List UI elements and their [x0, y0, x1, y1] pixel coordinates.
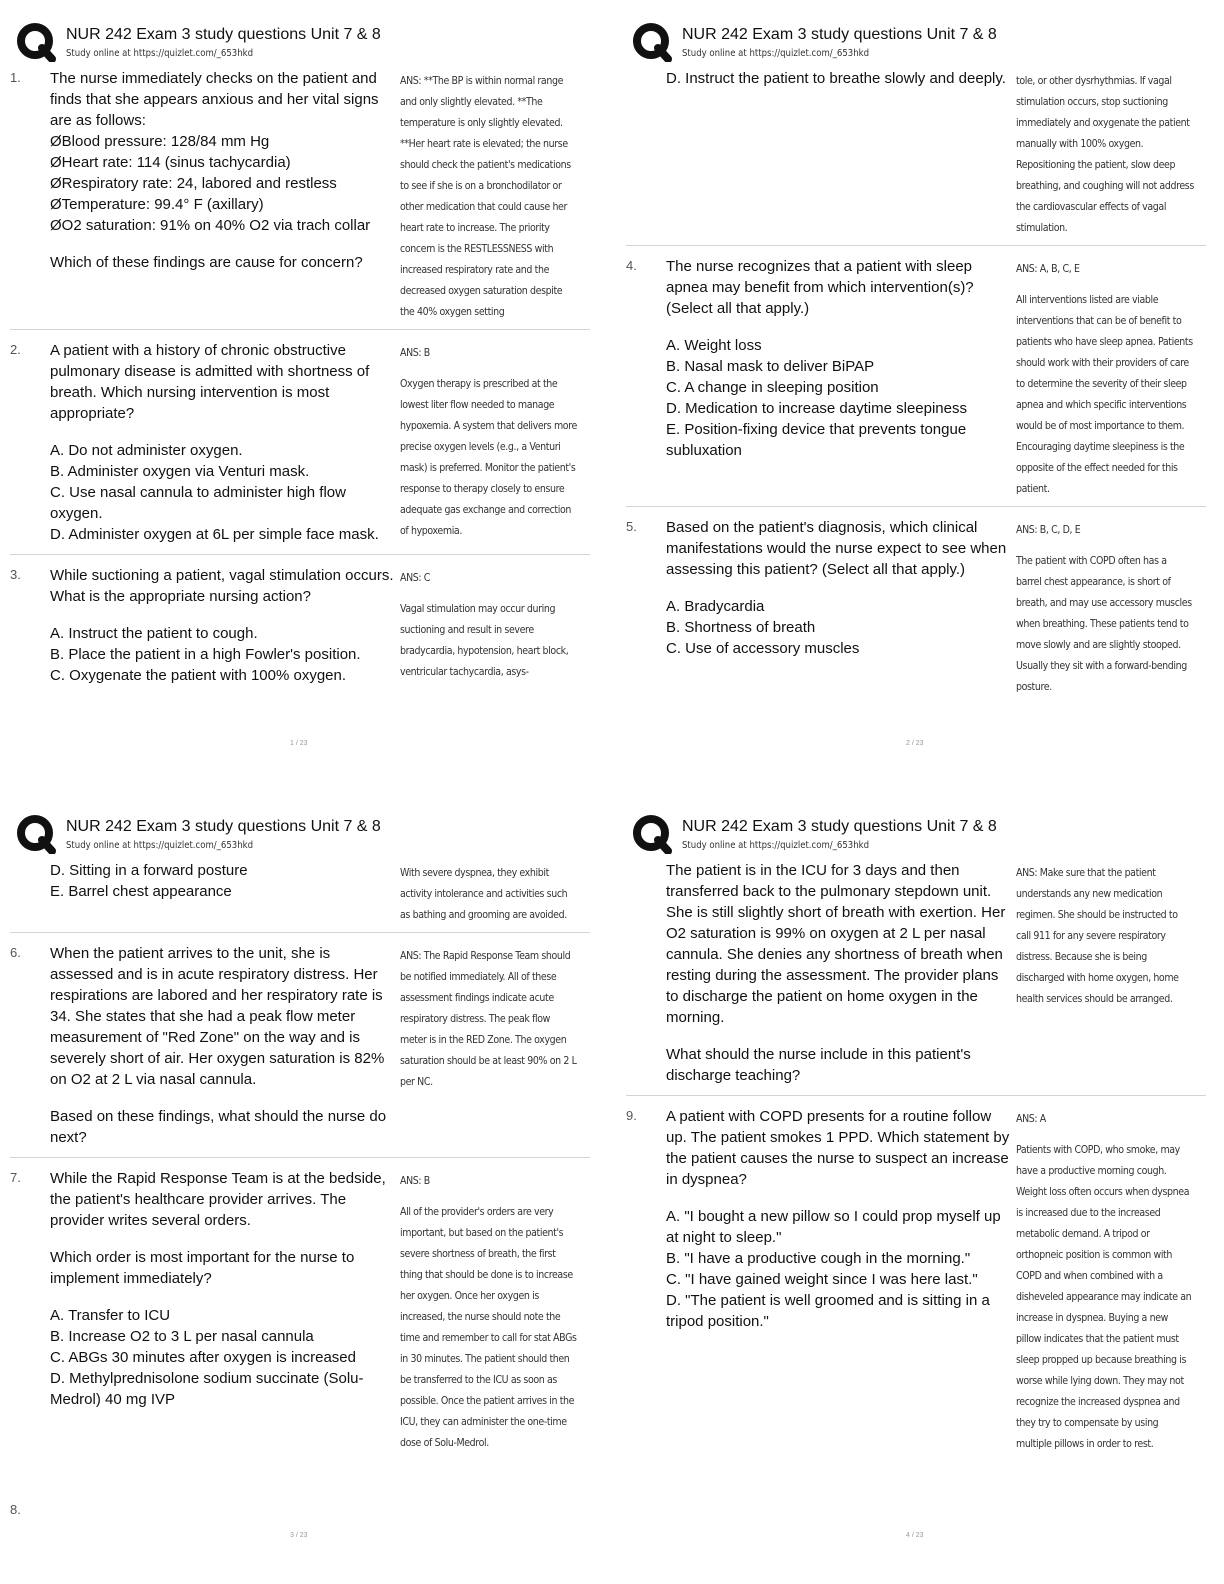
answer-line: The patient with COPD often has a barrel chest appearance, is short of breath, and may use accessory muscles when breathing. These patients tend to move slowly and are slightly stooped. Usually they sit with a forward-bending posture. [1016, 554, 1192, 693]
page-3 [10, 804, 610, 1584]
question-number: 2. [10, 342, 21, 357]
page-header [16, 812, 576, 856]
study-link[interactable]: Study online at https://quizlet.com/_653hkd [66, 840, 254, 851]
answer-line: ANS: A, B, C, E [1016, 262, 1080, 275]
question-line: B. Shortness of breath [666, 619, 816, 636]
question-number: 4. [626, 258, 637, 273]
answer-line: ANS: The Rapid Response Team should be notified immediately. All of these assessment findings indicate acute respiratory distress. The peak flow meter is in the RED Zone. The oxygen saturation should be at least 90% on 2 L per NC. [400, 949, 577, 1088]
question-line: A. Bradycardia [666, 598, 765, 615]
question-text [50, 565, 395, 686]
page-number: 3 / 23 [290, 1532, 308, 1539]
document-title: NUR 242 Exam 3 study questions Unit 7 & 8 [66, 818, 381, 835]
question-number: 7. [10, 1170, 21, 1185]
answer-text [1016, 70, 1194, 238]
question-item [626, 1106, 1206, 1462]
question-text [666, 256, 1011, 461]
question-line: A patient with a history of chronic obstructive pulmonary disease is admitted with shortness of breath. Which nursing intervention is most appropriate? [50, 342, 370, 422]
question-item [10, 565, 590, 696]
question-item [626, 256, 1206, 507]
answer-line: With severe dyspnea, they exhibit activity intolerance and activities such as bathing and grooming are avoided. [400, 866, 568, 921]
question-list [10, 860, 590, 1471]
document-title: NUR 242 Exam 3 study questions Unit 7 & 8 [682, 26, 997, 43]
question-line: C. "I have gained weight since I was here last." [666, 1271, 978, 1288]
question-line: The nurse immediately checks on the patient and finds that she appears anxious and her vital signs are as follows: [50, 70, 379, 129]
question-line: Based on these findings, what should the nurse do next? [50, 1108, 387, 1146]
quizlet-logo-icon [16, 22, 56, 62]
answer-line: tole, or other dysrhythmias. If vagal stimulation occurs, stop suctioning immediately and oxygenate the patient manually with 100% oxygen. Repositioning the patient, slow deep breathing, and coughing will not address the cardiovascular effects of vagal stimulation. [1016, 74, 1194, 234]
question-line: B. Increase O2 to 3 L per nasal cannula [50, 1328, 314, 1345]
quizlet-logo-icon [632, 22, 672, 62]
question-line: D. "The patient is well groomed and is sitting in a tripod position." [666, 1292, 990, 1330]
question-line: D. Administer oxygen at 6L per simple face mask. [50, 526, 379, 543]
question-line: While the Rapid Response Team is at the bedside, the patient's healthcare provider arrives. The provider writes several orders. [50, 1170, 386, 1229]
question-text [666, 517, 1011, 659]
question-line: B. Administer oxygen via Venturi mask. [50, 463, 310, 480]
page-4 [626, 804, 1224, 1584]
answer-text [400, 945, 578, 1092]
quizlet-logo-icon [16, 814, 56, 854]
answer-line: ANS: Make sure that the patient understands any new medication regimen. She should be instructed to call 911 for any severe respiratory distress. Because she is being discharged with home oxygen, home health services should be arranged. [1016, 866, 1179, 1005]
question-line: B. Place the patient in a high Fowler's position. [50, 646, 361, 663]
question-line: Which order is most important for the nurse to implement immediately? [50, 1249, 355, 1287]
question-text [50, 943, 395, 1148]
study-link[interactable]: Study online at https://quizlet.com/_653hkd [682, 48, 870, 59]
question-line: D. Instruct the patient to breathe slowly and deeply. [666, 70, 1006, 87]
question-line: E. Barrel chest appearance [50, 883, 232, 900]
page-number: 2 / 23 [906, 740, 924, 747]
study-link[interactable]: Study online at https://quizlet.com/_653hkd [682, 840, 870, 851]
answer-text [400, 862, 578, 925]
question-number: 9. [626, 1108, 637, 1123]
answer-line: All interventions listed are viable interventions that can be of benefit to patients who have sleep apnea. Patients should work with their providers of care to determine the severity of their sleep apnea and which specific interventions would be of most importance to them. Encouraging daytime sleepiness is the opposite of the effect needed for this patient. [1016, 293, 1193, 495]
question-line: The patient is in the ICU for 3 days and then transferred back to the pulmonary stepdown unit. She is still slightly short of breath with exertion. Her O2 saturation is 99% on oxygen at 2 L per nasal cannula. She denies any shortness of breath when resting during the assessment. The provider plans to discharge the patient on home oxygen in the morning. [666, 862, 1006, 1026]
page-header [632, 812, 1192, 856]
page-number: 4 / 23 [906, 1532, 924, 1539]
question-line: Which of these findings are cause for concern? [50, 254, 363, 271]
question-item [10, 860, 590, 933]
answer-text [1016, 862, 1194, 1009]
answer-line: ANS: **The BP is within normal range and only slightly elevated. **The temperature is only slightly elevated. **Her heart rate is elevated; the nurse should check the patient's medications to see if she is on a bronchodilator or other medication that could cause her heart rate to increase. The priority concern is the RESTLESSNESS with increased respiratory rate and the decreased oxygen saturation despite the 40% oxygen setting [400, 74, 571, 318]
question-item [626, 68, 1206, 246]
question-number: 6. [10, 945, 21, 960]
question-text [50, 68, 395, 273]
question-line: When the patient arrives to the unit, she is assessed and is in acute respiratory distress. Her respirations are labored and her respiratory rate is 34. She states that she had a peak flow meter measurement of "Red Zone" on the way and is severely short of air. Her oxygen saturation is 82% on O2 at 2 L via nasal cannula. [50, 945, 385, 1088]
answer-text [1016, 258, 1194, 499]
answer-line: All of the provider's orders are very important, but based on the patient's severe shortness of breath, the first thing that should be done is to increase her oxygen. Once her oxygen is increased, the nurse should note the time and remember to call for stat ABGs in 30 minutes. The patient should then be transferred to the ICU as soon as possible. Once the patient arrives in the ICU, they can administer the one-time dose of Solu-Medrol. [400, 1205, 577, 1449]
question-line: C. ABGs 30 minutes after oxygen is increased [50, 1349, 356, 1366]
question-line: C. Use of accessory muscles [666, 640, 860, 657]
answer-text [400, 70, 578, 322]
question-line: A. Do not administer oxygen. [50, 442, 243, 459]
question-line: Based on the patient's diagnosis, which clinical manifestations would the nurse expect to see when assessing this patient? (Select all that apply.) [666, 519, 1007, 578]
question-line: A patient with COPD presents for a routine follow up. The patient smokes 1 PPD. Which statement by the patient causes the nurse to suspect an increase in dyspnea? [666, 1108, 1010, 1188]
answer-text [400, 342, 578, 541]
question-item [626, 517, 1206, 705]
question-line: B. "I have a productive cough in the morning." [666, 1250, 971, 1267]
page-2 [626, 12, 1224, 792]
question-line: D. Methylprednisolone sodium succinate (Solu-Medrol) 40 mg IVP [50, 1370, 364, 1408]
question-number: 3. [10, 567, 21, 582]
question-line: ØRespiratory rate: 24, labored and restless [50, 175, 337, 192]
answer-line: ANS: A [1016, 1112, 1046, 1125]
answer-text [1016, 519, 1194, 697]
question-line: D. Sitting in a forward posture [50, 862, 248, 879]
question-line: E. Position-fixing device that prevents tongue subluxation [666, 421, 967, 459]
answer-line: ANS: B [400, 346, 430, 359]
answer-text [1016, 1108, 1194, 1454]
study-link[interactable]: Study online at https://quizlet.com/_653hkd [66, 48, 254, 59]
question-item [10, 1168, 590, 1461]
question-list [626, 860, 1206, 1472]
question-line: The nurse recognizes that a patient with sleep apnea may benefit from which intervention(s)? (Select all that apply.) [666, 258, 974, 317]
question-number: 8. [10, 1502, 21, 1517]
page-header [16, 20, 576, 64]
quizlet-logo-icon [632, 814, 672, 854]
document-title: NUR 242 Exam 3 study questions Unit 7 & 8 [66, 26, 381, 43]
page-number: 1 / 23 [290, 740, 308, 747]
question-line: A. "I bought a new pillow so I could prop myself up at night to sleep." [666, 1208, 1001, 1246]
answer-line: Patients with COPD, who smoke, may have a productive morning cough. Weight loss often occurs when dyspnea is increased due to the increased metabolic demand. A tripod or orthopneic position is common with COPD and when combined with a disheveled appearance may indicate an increase in dyspnea. Buying a new pillow indicates that the patient must sleep propped up because breathing is worse while lying down. They may not recognize the increased dyspnea and they try to compensate by using multiple pillows in order to rest. [1016, 1143, 1192, 1450]
page-1 [10, 12, 610, 792]
answer-line: Oxygen therapy is prescribed at the lowest liter flow needed to manage hypoxemia. A system that delivers more precise oxygen levels (e.g., a Venturi mask) is preferred. Monitor the patient's response to therapy closely to ensure adequate gas exchange and correction of hypoxemia. [400, 377, 577, 537]
question-text [666, 1106, 1011, 1332]
question-number: 1. [10, 70, 21, 85]
answer-line: Vagal stimulation may occur during suctioning and result in severe bradycardia, hypotension, heart block, ventricular tachycardia, asys- [400, 602, 569, 678]
question-line: D. Medication to increase daytime sleepiness [666, 400, 967, 417]
question-line: ØTemperature: 99.4° F (axillary) [50, 196, 264, 213]
question-list [626, 68, 1206, 715]
question-text [666, 860, 1011, 1086]
answer-text [400, 567, 578, 682]
question-line: While suctioning a patient, vagal stimulation occurs. What is the appropriate nursing action? [50, 567, 394, 605]
question-line: C. Oxygenate the patient with 100% oxygen. [50, 667, 347, 684]
question-item [626, 860, 1206, 1096]
question-text [50, 1168, 395, 1410]
question-text [666, 68, 1011, 89]
question-list [10, 68, 590, 706]
question-item [10, 68, 590, 330]
question-line: ØHeart rate: 114 (sinus tachycardia) [50, 154, 291, 171]
question-line: ØO2 saturation: 91% on 40% O2 via trach collar [50, 217, 371, 234]
question-line: A. Instruct the patient to cough. [50, 625, 258, 642]
question-text [50, 860, 395, 902]
question-line: C. Use nasal cannula to administer high flow oxygen. [50, 484, 346, 522]
question-line: C. A change in sleeping position [666, 379, 879, 396]
page-header [632, 20, 1192, 64]
question-text [50, 340, 395, 545]
question-line: What should the nurse include in this patient's discharge teaching? [666, 1046, 971, 1084]
answer-line: ANS: C [400, 571, 431, 584]
answer-line: ANS: B, C, D, E [1016, 523, 1081, 536]
question-item [10, 943, 590, 1158]
question-line: A. Transfer to ICU [50, 1307, 171, 1324]
question-line: A. Weight loss [666, 337, 762, 354]
question-line: ØBlood pressure: 128/84 mm Hg [50, 133, 270, 150]
answer-text [400, 1170, 578, 1453]
question-number: 5. [626, 519, 637, 534]
question-item [10, 340, 590, 555]
document-title: NUR 242 Exam 3 study questions Unit 7 & 8 [682, 818, 997, 835]
question-line: B. Nasal mask to deliver BiPAP [666, 358, 875, 375]
answer-line: ANS: B [400, 1174, 430, 1187]
